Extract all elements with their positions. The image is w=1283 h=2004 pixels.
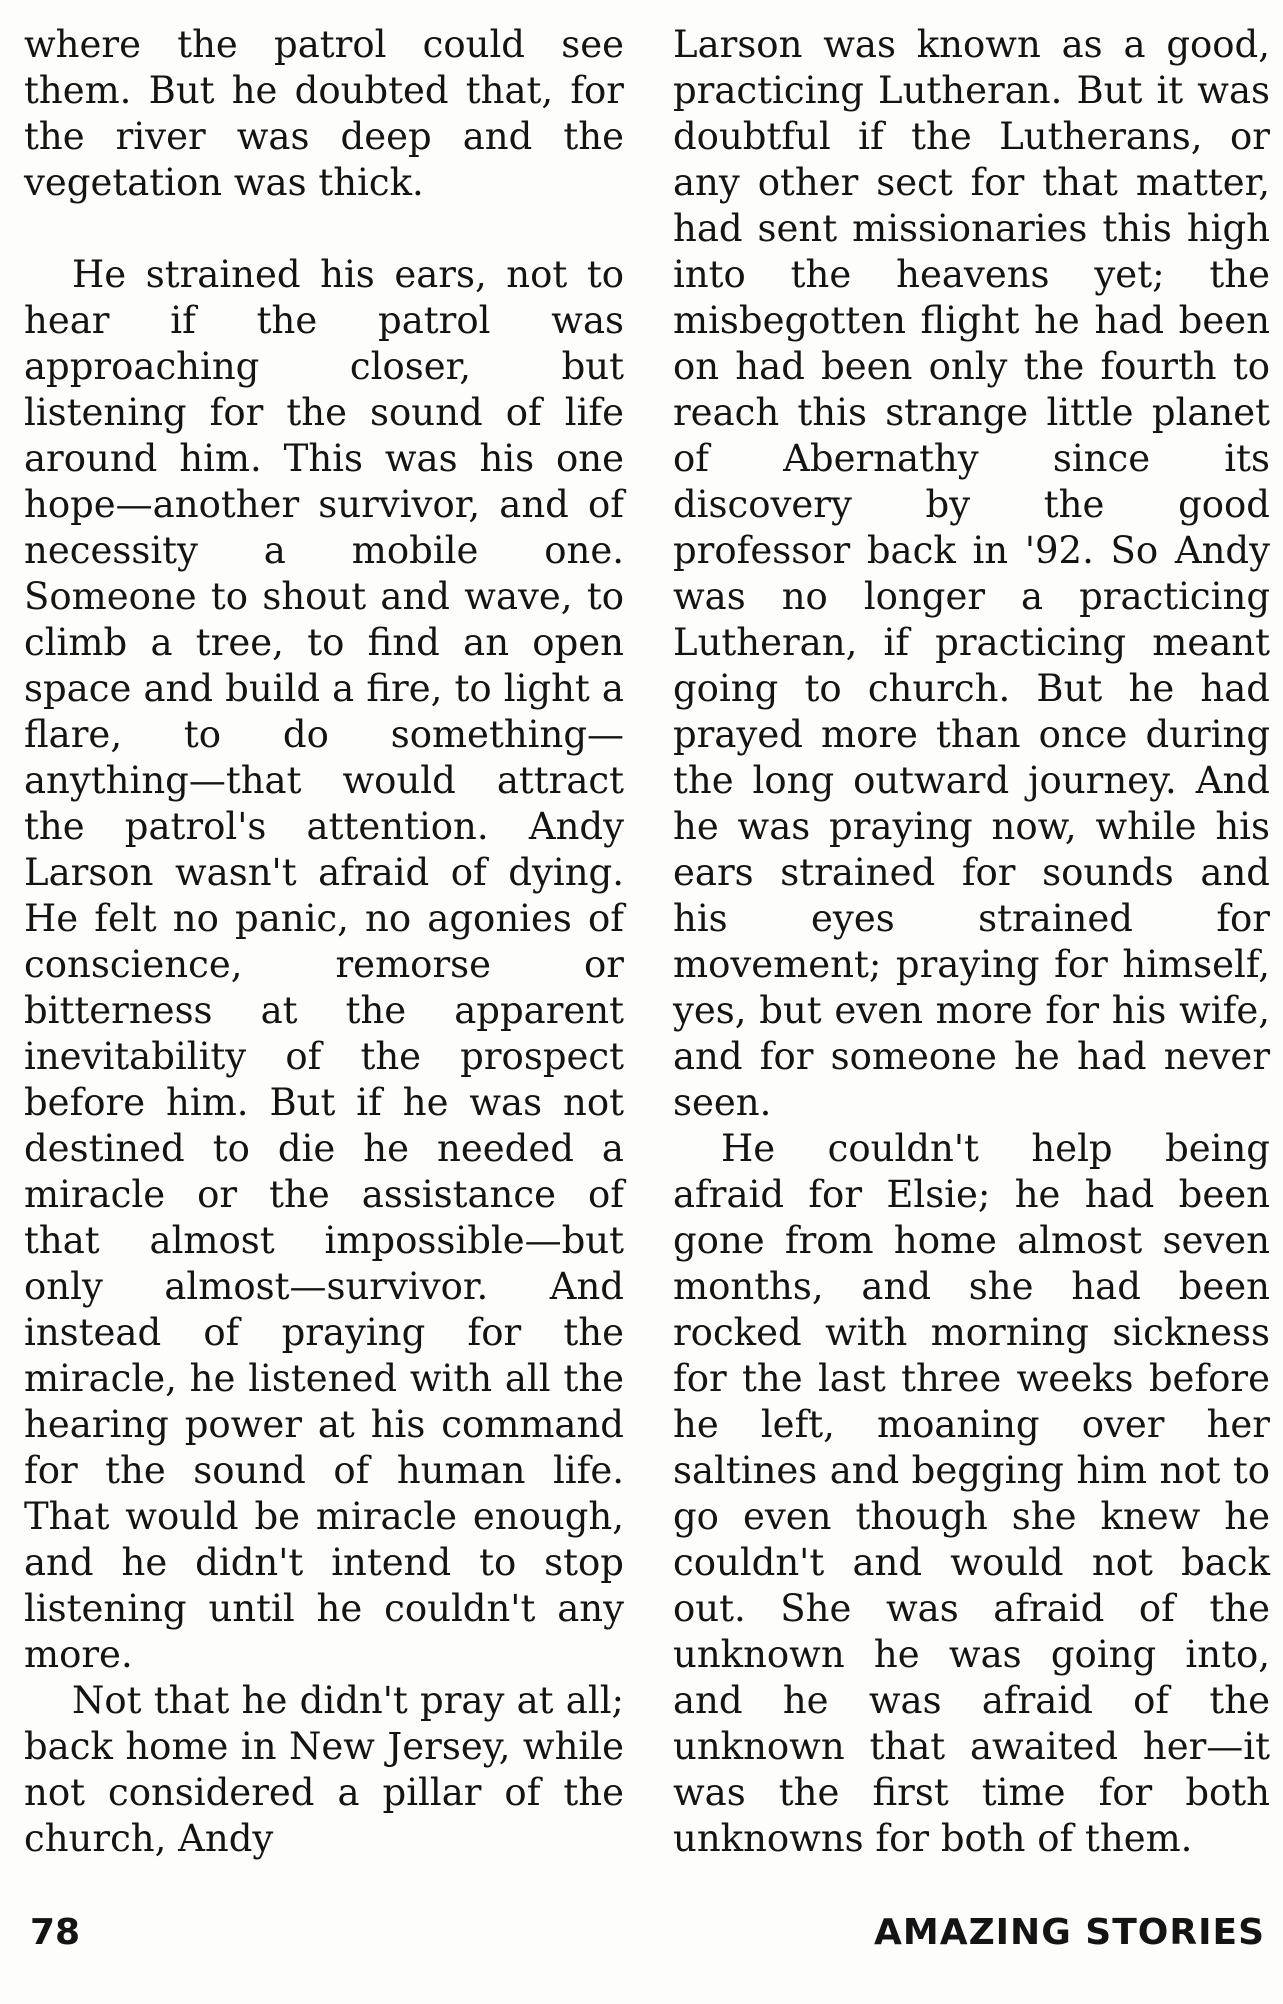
paragraph-strained-ears: He strained his ears, not to hear if the patrol was approaching closer, but listening for the sound of life around him. This was his one hope—another survivor, and of necessity a mobile one. Someone to shout and wave, to climb a tree, to find an open space and build a fire, to light a flare, to do something—anything—that would attract the patrol's attention. Andy Larson wasn't afraid of dying. He felt no panic, no agonies of conscience, remorse or bitterness at the apparent inevitability of the prospect before him. But if he was not destined to die he needed a miracle or the assistance of that almost impossible—but only almost—survivor. And instead of praying for the miracle, he listened with all the hearing power at his command for the sound of human life. That would be miracle enough, and he didn't intend to stop listening until he couldn't any more. <box>24 253 624 1676</box>
page-number: 78 <box>30 1912 81 1953</box>
left-column <box>24 22 624 1862</box>
right-column <box>673 22 1270 1862</box>
running-footer-title: AMAZING STORIES <box>874 1912 1265 1953</box>
paragraph-continuation: where the patrol could see them. But he doubted that, for the river was deep and the vegetation was thick. <box>24 23 624 204</box>
paragraph-not-that-he-didnt-pray: Not that he didn't pray at all; back home in New Jersey, while not considered a pillar of the church, Andy <box>24 1679 624 1860</box>
paragraph-afraid-for-elsie: He couldn't help being afraid for Elsie; he had been gone from home almost seven months, and she had been rocked with morning sickness for the last three weeks before he left, moaning over her saltines and begging him not to go even though she knew he couldn't and would not back out. She was afraid of the unknown he was going into, and he was afraid of the unknown that awaited her—it was the first time for both unknowns for both of them. <box>673 1127 1270 1860</box>
paragraph-larson-lutheran: Larson was known as a good, practicing Lutheran. But it was doubtful if the Lutherans, or any other sect for that matter, had sent missionaries this high into the heavens yet; the misbegotten flight he had been on had been only the fourth to reach this strange little planet of Abernathy since its discovery by the good professor back in '92. So Andy was no longer a practicing Lutheran, if practicing meant going to church. But he had prayed more than once during the long outward journey. And he was praying now, while his ears strained for sounds and his eyes strained for movement; praying for himself, yes, but even more for his wife, and for someone he had never seen. <box>673 23 1270 1124</box>
